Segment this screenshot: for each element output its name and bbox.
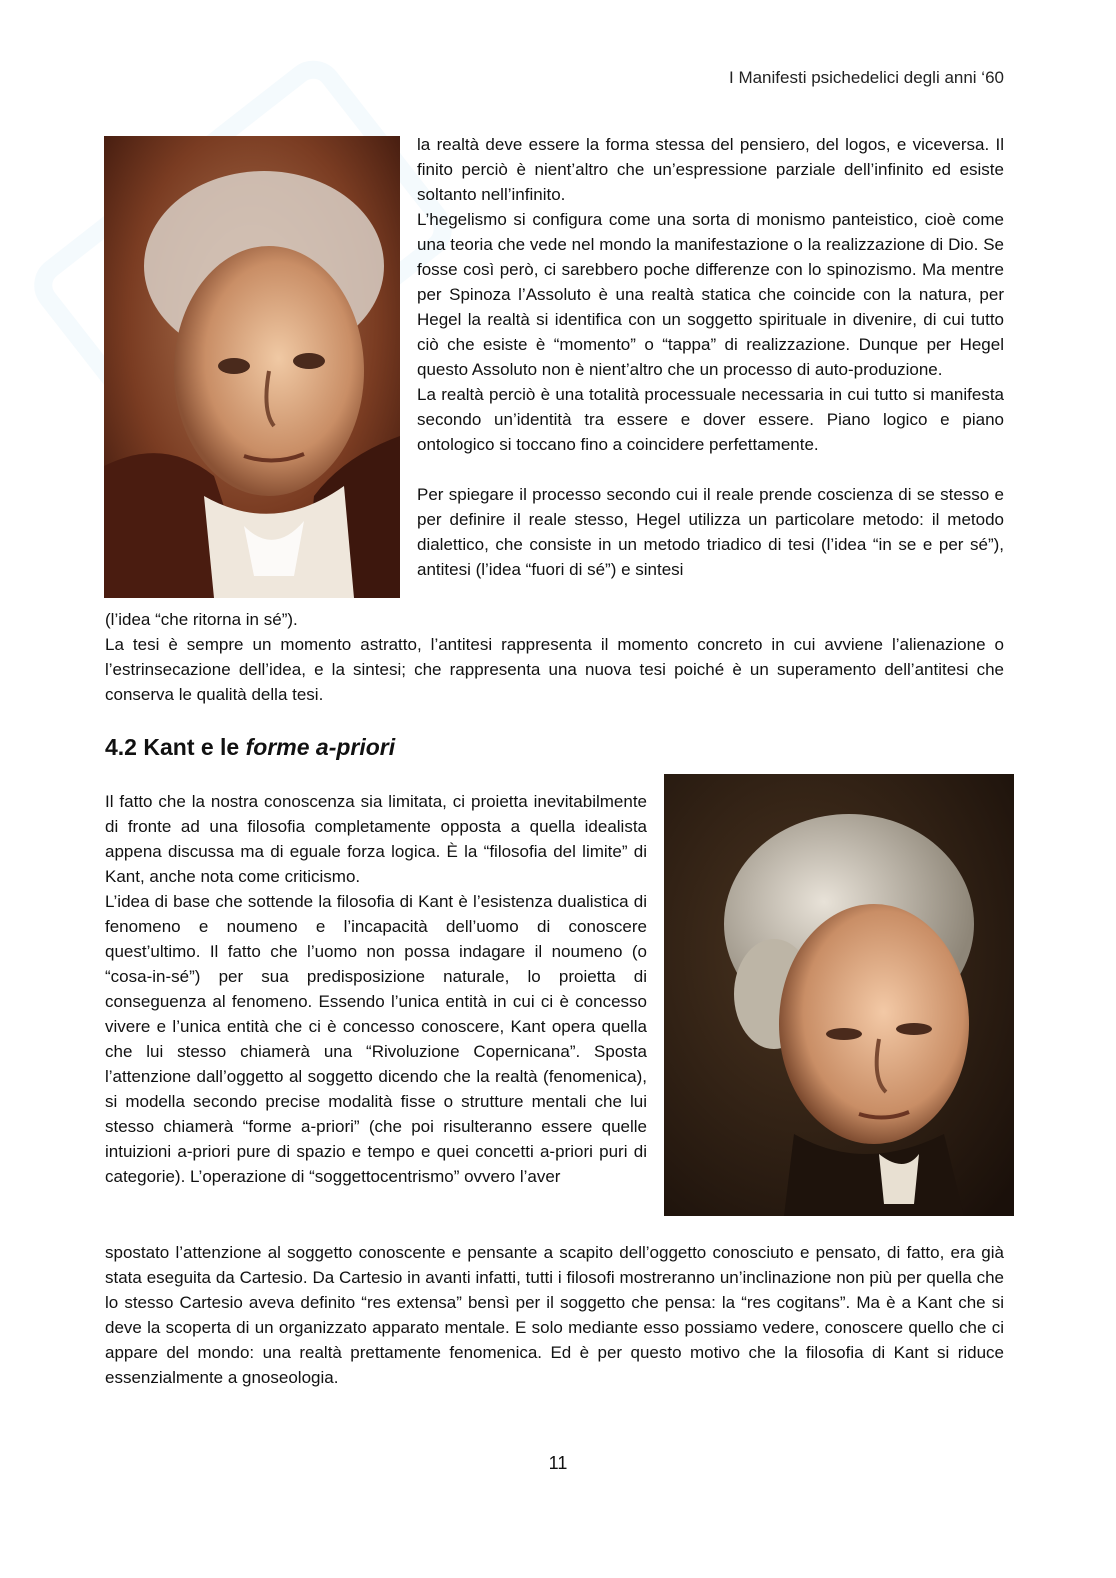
kant-paragraph-2-continued: spostato l’attenzione al soggetto conoscente e pensante a scapito dell’oggetto conosciuto e pensato, di fatto, era già stata eseguita da Cartesio. Da Cartesio in avanti infatti, tutti i filosofi mostreranno un’inclinazione non più per quella che lo stesso Cartesio aveva definito “res extensa” bensì per il soggetto che pensa: la “res cogitans”. Ma è a Kant che si deve la scoperta di un organizzato apparato mentale. E solo mediante esso possiamo vedere, conoscere quello che ci appare del mondo: una realtà prettamente fenomenica. Ed è per questo motivo che la filosofia di Kant si riduce essenzialmente a gnoseologia. [105,1243,1004,1387]
kant-paragraph-1: Il fatto che la nostra conoscenza sia limitata, ci proietta inevitabilmente di fronte ad una filosofia completamente opposta a quella idealista appena discussa ma di eguale forza logica. È la “filosofia del limite” di Kant, anche nota come criticismo. [105,792,647,886]
hegel-paragraph-3: La realtà perciò è una totalità processuale necessaria in cui tutto si manifesta secondo un’identità tra essere e dover essere. Piano logico e piano ontologico si toccano fino a coincidere perfettamente. [417,385,1004,454]
hegel-dialectic-paragraph: Per spiegare il processo secondo cui il reale prende coscienza di se stesso e per definire il reale stesso, Hegel utilizza un particolare metodo: il metodo dialettico, che consiste in un metodo triadico di tesi (l’idea “in se e per sé”), antitesi (l’idea “fuori di sé”) e sintesi [417,485,1004,579]
kant-text-full-width [105,1240,1004,1390]
kant-portrait-drawing [664,774,1014,1216]
hegel-paragraph-2: L’hegelismo si configura come una sorta di monismo panteistico, cioè come una teoria che vede nel mondo la manifestazione o la realizzazione di Dio. Se fosse così però, ci sarebbero poche differenze con lo spinozismo. Ma mentre per Spinoza l’Assoluto è una realtà statica che coincide con la natura, per Hegel la realtà si identifica con un soggetto spirituale in divenire, di cui tutto ciò che esiste è “momento” o “tappa” di realizzazione. Dunque per Hegel questo Assoluto non è nient’altro che un processo di auto-produzione. [417,210,1004,379]
section-heading-text: 4.2 Kant e le [105,734,246,760]
kant-text-beside-portrait [105,789,647,1189]
kant-paragraph-2: L’idea di base che sottende la filosofia di Kant è l’esistenza dualistica di fenomeno e noumeno e l’incapacità dell’uomo di conoscere quest’ultimo. Il fatto che l’uomo non possa indagare il noumeno (o “cosa-in-sé”) per sua predisposizione naturale, lo proietta di conseguenza al fenomeno. Essendo l’unica entità in cui ci è concesso vivere e l’unica entità che ci è concesso conoscere, Kant opera quella che lui stesso chiamerà una “Rivoluzione Copernicana”. Sposta l’attenzione dall’oggetto al soggetto dicendo che la realtà (fenomenica), si modella secondo precise modalità fisse o strutture mentali che lui stesso chiamerà “forme a-priori” (che poi risulteranno essere quelle intuizioni a-priori pure di spazio e tempo e quei concetti a-priori puri di categorie). L’operazione di “soggettocentrismo” ovvero l’aver [105,892,647,1186]
hegel-portrait [104,136,400,598]
page-number: 11 [548,1453,568,1473]
kant-portrait [664,774,1014,1216]
hegel-text-beside-portrait [417,132,1004,582]
running-header: I Manifesti psichedelici degli anni ‘60 [729,68,1004,87]
hegel-text-full-width [105,607,1004,707]
hegel-paragraph-1: la realtà deve essere la forma stessa del pensiero, del logos, e viceversa. Il finito perciò è nient’altro che un’espressione parziale dell’infinito ed esiste soltanto nell’infinito. [417,135,1004,204]
hegel-dialectic-continued: (l’idea “che ritorna in sé”). [105,610,298,629]
hegel-portrait-drawing [104,136,400,598]
section-heading-italic: forme a-priori [245,734,396,760]
hegel-thesis-paragraph: La tesi è sempre un momento astratto, l’antitesi rappresenta il momento concreto in cui avviene l’alienazione o l’estrinsecazione dell’idea, e la sintesi; che rappresenta una nuova tesi poiché è un superamento dell’antitesi che conserva le qualità della tesi. [105,635,1004,704]
section-heading [105,734,395,761]
